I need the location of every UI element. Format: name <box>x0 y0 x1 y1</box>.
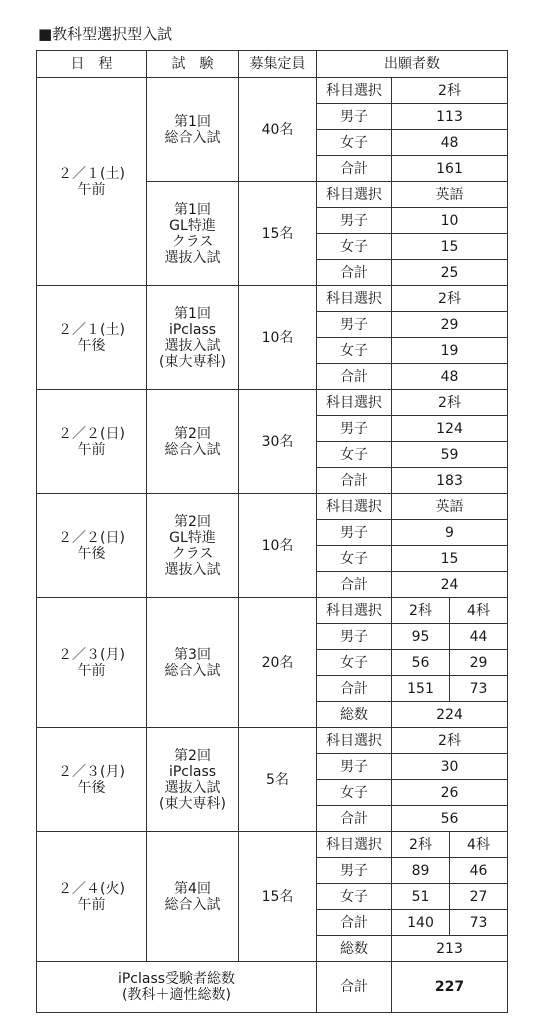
row-label-cell: 科目選択 <box>317 390 392 416</box>
total-row <box>37 962 508 1013</box>
value-cell: 27 <box>450 884 508 910</box>
row-label-cell: 総数 <box>317 936 392 962</box>
value-cell: 113 <box>392 104 508 130</box>
table-row <box>37 598 508 624</box>
row-label-cell: 合計 <box>317 676 392 702</box>
value-cell: 44 <box>450 624 508 650</box>
value-cell: 2科 <box>392 832 450 858</box>
value-cell: 2科 <box>392 390 508 416</box>
header-applicants: 出願者数 <box>317 51 508 78</box>
capacity-cell: 30名 <box>239 390 317 494</box>
header-row <box>37 51 508 78</box>
row-label-cell: 男子 <box>317 858 392 884</box>
value-cell: 183 <box>392 468 508 494</box>
exam-name-cell: 第3回 総合入試 <box>147 598 239 728</box>
value-cell: 48 <box>392 364 508 390</box>
row-label-cell: 合計 <box>317 156 392 182</box>
value-cell: 29 <box>450 650 508 676</box>
date-cell: ２／３(月) 午前 <box>37 598 147 728</box>
capacity-cell: 10名 <box>239 494 317 598</box>
value-cell: 19 <box>392 338 508 364</box>
row-label-cell: 女子 <box>317 234 392 260</box>
value-cell: 56 <box>392 806 508 832</box>
exam-name-cell: 第1回 総合入試 <box>147 78 239 182</box>
row-label-cell: 科目選択 <box>317 832 392 858</box>
value-cell: 73 <box>450 910 508 936</box>
value-cell: 9 <box>392 520 508 546</box>
row-label-cell: 科目選択 <box>317 78 392 104</box>
exam-name-cell: 第4回 総合入試 <box>147 832 239 962</box>
value-cell: 2科 <box>392 598 450 624</box>
value-cell: 15 <box>392 546 508 572</box>
date-cell: ２／４(火) 午前 <box>37 832 147 962</box>
capacity-cell: 15名 <box>239 832 317 962</box>
row-label-cell: 女子 <box>317 650 392 676</box>
value-cell: 15 <box>392 234 508 260</box>
date-cell: ２／２(日) 午前 <box>37 390 147 494</box>
header-exam: 試 験 <box>147 51 239 78</box>
row-label-cell: 男子 <box>317 312 392 338</box>
row-label-cell: 合計 <box>317 910 392 936</box>
value-cell: 24 <box>392 572 508 598</box>
capacity-cell: 40名 <box>239 78 317 182</box>
value-cell: 151 <box>392 676 450 702</box>
row-label-cell: 科目選択 <box>317 598 392 624</box>
row-label-cell: 女子 <box>317 130 392 156</box>
row-label-cell: 男子 <box>317 520 392 546</box>
value-cell: 213 <box>392 936 508 962</box>
value-cell: 10 <box>392 208 508 234</box>
value-cell: 2科 <box>392 78 508 104</box>
row-label-cell: 合計 <box>317 364 392 390</box>
value-cell: 73 <box>450 676 508 702</box>
date-cell: ２／２(日) 午後 <box>37 494 147 598</box>
value-cell: 46 <box>450 858 508 884</box>
row-label-cell: 男子 <box>317 104 392 130</box>
row-label-cell: 合計 <box>317 468 392 494</box>
value-cell: 2科 <box>392 728 508 754</box>
row-label-cell: 男子 <box>317 416 392 442</box>
value-cell: 224 <box>392 702 508 728</box>
row-label-cell: 科目選択 <box>317 286 392 312</box>
applicants-table <box>36 50 508 1013</box>
row-label-cell: 女子 <box>317 780 392 806</box>
value-cell: 124 <box>392 416 508 442</box>
table-row <box>37 286 508 312</box>
table-row <box>37 832 508 858</box>
value-cell: 2科 <box>392 286 508 312</box>
header-capacity: 募集定員 <box>239 51 317 78</box>
value-cell: 56 <box>392 650 450 676</box>
date-cell: ２／３(月) 午後 <box>37 728 147 832</box>
total-label-cell: iPclass受験者総数 (教科＋適性総数) <box>37 962 317 1013</box>
date-cell: ２／１(土) 午前 <box>37 78 147 286</box>
value-cell: 4科 <box>450 832 508 858</box>
row-label-cell: 合計 <box>317 572 392 598</box>
value-cell: 51 <box>392 884 450 910</box>
value-cell: 25 <box>392 260 508 286</box>
row-label-cell: 女子 <box>317 546 392 572</box>
table-row <box>37 728 508 754</box>
page-title: ■教科型選択型入試 <box>38 25 173 43</box>
value-cell: 59 <box>392 442 508 468</box>
row-label-cell: 男子 <box>317 754 392 780</box>
value-cell: 95 <box>392 624 450 650</box>
value-cell: 29 <box>392 312 508 338</box>
header-date: 日 程 <box>37 51 147 78</box>
row-label-cell: 女子 <box>317 884 392 910</box>
table-row <box>37 390 508 416</box>
capacity-cell: 10名 <box>239 286 317 390</box>
total-value-cell: 227 <box>392 962 508 1013</box>
row-label-cell: 科目選択 <box>317 182 392 208</box>
row-label-cell: 科目選択 <box>317 728 392 754</box>
exam-name-cell: 第2回 GL特進 クラス 選抜入試 <box>147 494 239 598</box>
value-cell: 英語 <box>392 182 508 208</box>
value-cell: 48 <box>392 130 508 156</box>
capacity-cell: 15名 <box>239 182 317 286</box>
table-row <box>37 494 508 520</box>
exam-name-cell: 第2回 総合入試 <box>147 390 239 494</box>
date-cell: ２／１(土) 午後 <box>37 286 147 390</box>
row-label-cell: 男子 <box>317 624 392 650</box>
row-label-cell: 総数 <box>317 702 392 728</box>
value-cell: 89 <box>392 858 450 884</box>
row-label-cell: 合計 <box>317 806 392 832</box>
row-label-cell: 科目選択 <box>317 494 392 520</box>
total-sub-label-cell: 合計 <box>317 962 392 1013</box>
row-label-cell: 男子 <box>317 208 392 234</box>
capacity-cell: 5名 <box>239 728 317 832</box>
row-label-cell: 合計 <box>317 260 392 286</box>
capacity-cell: 20名 <box>239 598 317 728</box>
value-cell: 26 <box>392 780 508 806</box>
exam-name-cell: 第2回 iPclass 選抜入試 (東大専科) <box>147 728 239 832</box>
value-cell: 4科 <box>450 598 508 624</box>
exam-name-cell: 第1回 GL特進 クラス 選抜入試 <box>147 182 239 286</box>
value-cell: 英語 <box>392 494 508 520</box>
value-cell: 161 <box>392 156 508 182</box>
table-body <box>37 78 508 1013</box>
value-cell: 140 <box>392 910 450 936</box>
row-label-cell: 女子 <box>317 338 392 364</box>
table-row <box>37 78 508 104</box>
row-label-cell: 女子 <box>317 442 392 468</box>
value-cell: 30 <box>392 754 508 780</box>
exam-name-cell: 第1回 iPclass 選抜入試 (東大専科) <box>147 286 239 390</box>
